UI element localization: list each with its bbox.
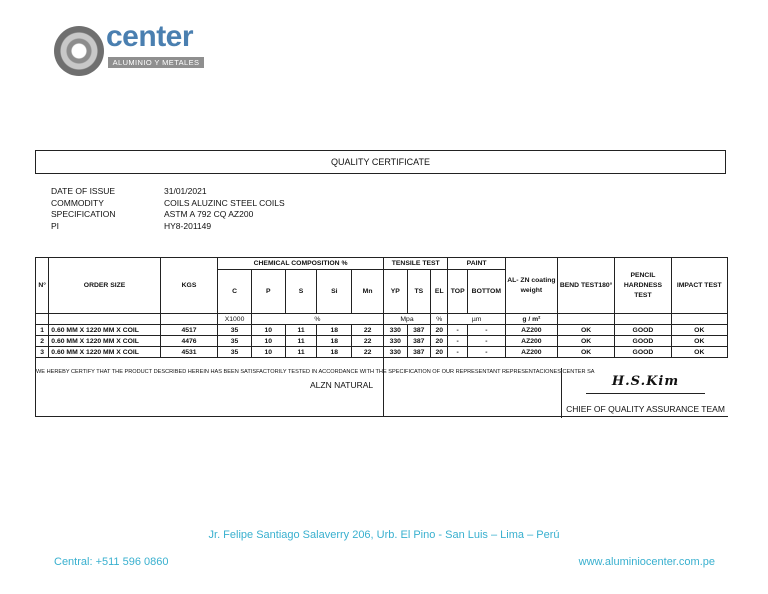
info-row [51, 221, 285, 233]
cell-coating: AZ200 [505, 347, 557, 358]
header-mn: Mn [352, 270, 384, 314]
header-chemical: CHEMICAL COMPOSITION % [218, 258, 384, 270]
header-paint: PAINT [448, 258, 505, 270]
info-row [51, 198, 285, 210]
footer-phone: Central: +511 596 0860 [54, 556, 169, 568]
cell-size: 0.60 MM X 1220 MM X COIL [49, 347, 161, 358]
table-row [36, 347, 728, 358]
cell-yp: 330 [383, 325, 407, 336]
cell-si: 18 [317, 325, 352, 336]
header-el: EL [431, 270, 448, 314]
cell-mn: 22 [352, 336, 384, 347]
info-label: COMMODITY [51, 197, 104, 208]
signature-line [586, 393, 705, 394]
info-label: SPECIFICATION [51, 209, 116, 219]
cell-no: 2 [36, 336, 49, 347]
cell-p: 10 [251, 325, 285, 336]
header-order-size: ORDER SIZE [49, 258, 161, 314]
logo-disc-icon [54, 26, 104, 76]
header-bend: BEND TEST180° [557, 258, 614, 314]
header-si: Si [317, 270, 352, 314]
info-value: ASTM A 792 CQ AZ200 [164, 209, 254, 219]
header-coating: AL- ZN coating weight [505, 258, 557, 314]
cell-c: 35 [218, 347, 252, 358]
header-impact: IMPACT TEST [671, 258, 727, 314]
unit-empty [615, 314, 671, 325]
finish-label: ALZN NATURAL [310, 380, 374, 390]
cell-el: 20 [431, 347, 448, 358]
logo-tagline: ALUMINIO Y METALES [108, 57, 204, 68]
unit-chem-pct: % [251, 314, 383, 325]
unit-empty [671, 314, 727, 325]
certify-statement: WE HEREBY CERTIFY THAT THE PRODUCT DESCRIBED HEREIN HAS BEEN SATISFACTORILY TESTED IN ACCORDANCE WITH THE SPECIFICATION OF OUR REPRESENTANT REPRESENTACIONES CENTER SA [36, 358, 384, 417]
cell-pencil: GOOD [615, 325, 671, 336]
header-pencil: PENCIL HARDNESS TEST [615, 258, 671, 314]
unit-coating: g / m² [505, 314, 557, 325]
cell-top: - [448, 325, 467, 336]
cell-ts: 387 [407, 336, 431, 347]
cell-size: 0.60 MM X 1220 MM X COIL [49, 336, 161, 347]
info-value: COILS ALUZINC STEEL COILS [164, 197, 285, 208]
footer-website[interactable]: www.aluminiocenter.com.pe [578, 556, 715, 568]
cell-no: 3 [36, 347, 49, 358]
header-ts: TS [407, 270, 431, 314]
unit-paint-um: µm [448, 314, 505, 325]
cell-yp: 330 [383, 347, 407, 358]
cell-mn: 22 [352, 347, 384, 358]
cell-yp: 330 [383, 336, 407, 347]
cell-p: 10 [251, 347, 285, 358]
company-logo [54, 20, 214, 80]
info-label: DATE OF ISSUE [51, 186, 116, 196]
unit-tensile-mpa: Mpa [383, 314, 430, 325]
header-p: P [251, 270, 285, 314]
cell-coating: AZ200 [505, 336, 557, 347]
cell-si: 18 [317, 347, 352, 358]
table-row [36, 336, 728, 347]
cell-bottom: - [467, 336, 505, 347]
certificate-info [51, 186, 285, 232]
certificate-title: QUALITY CERTIFICATE [35, 150, 726, 174]
header-tensile: TENSILE TEST [383, 258, 447, 270]
cell-bend: OK [557, 347, 614, 358]
cell-el: 20 [431, 325, 448, 336]
info-value: 31/01/2021 [164, 186, 207, 196]
cell-c: 35 [218, 325, 252, 336]
header-s: S [285, 270, 317, 314]
cell-size: 0.60 MM X 1220 MM X COIL [49, 325, 161, 336]
cell-c: 35 [218, 336, 252, 347]
cell-impact: OK [671, 325, 727, 336]
signature-title: CHIEF OF QUALITY ASSURANCE TEAM [566, 404, 725, 414]
cell-pencil: GOOD [615, 336, 671, 347]
logo-wordmark: center [106, 20, 194, 53]
cell-s: 11 [285, 336, 317, 347]
cell-bottom: - [467, 325, 505, 336]
cell-coating: AZ200 [505, 325, 557, 336]
unit-el-pct: % [431, 314, 448, 325]
cell-bend: OK [557, 336, 614, 347]
unit-empty [49, 314, 161, 325]
cell-top: - [448, 347, 467, 358]
cell-kgs: 4476 [160, 336, 217, 347]
header-bottom: BOTTOM [467, 270, 505, 314]
cell-no: 1 [36, 325, 49, 336]
header-yp: YP [383, 270, 407, 314]
unit-empty [557, 314, 614, 325]
info-value: HY8-201149 [164, 220, 212, 231]
unit-empty [36, 314, 49, 325]
signature-block [561, 368, 729, 418]
cell-ts: 387 [407, 347, 431, 358]
cell-s: 11 [285, 325, 317, 336]
cell-pencil: GOOD [615, 347, 671, 358]
info-row [51, 186, 285, 198]
cell-si: 18 [317, 336, 352, 347]
cell-s: 11 [285, 347, 317, 358]
header-no: N° [36, 258, 49, 314]
unit-chem-factor: X1000 [218, 314, 252, 325]
header-c: C [218, 270, 252, 314]
header-kgs: KGS [160, 258, 217, 314]
cell-bottom: - [467, 347, 505, 358]
cell-bend: OK [557, 325, 614, 336]
cell-impact: OK [671, 347, 727, 358]
cell-top: - [448, 336, 467, 347]
cell-kgs: 4517 [160, 325, 217, 336]
header-top: TOP [448, 270, 467, 314]
cell-ts: 387 [407, 325, 431, 336]
cell-kgs: 4531 [160, 347, 217, 358]
footer-address: Jr. Felipe Santiago Salaverry 206, Urb. El Pino - San Luis – Lima – Perú [208, 529, 560, 541]
info-label: PI [51, 220, 60, 231]
cell-impact: OK [671, 336, 727, 347]
cell-p: 10 [251, 336, 285, 347]
cell-el: 20 [431, 336, 448, 347]
unit-empty [160, 314, 217, 325]
table-row [36, 325, 728, 336]
signature: H.S.Kim [611, 374, 680, 389]
info-row [51, 209, 285, 221]
cell-mn: 22 [352, 325, 384, 336]
